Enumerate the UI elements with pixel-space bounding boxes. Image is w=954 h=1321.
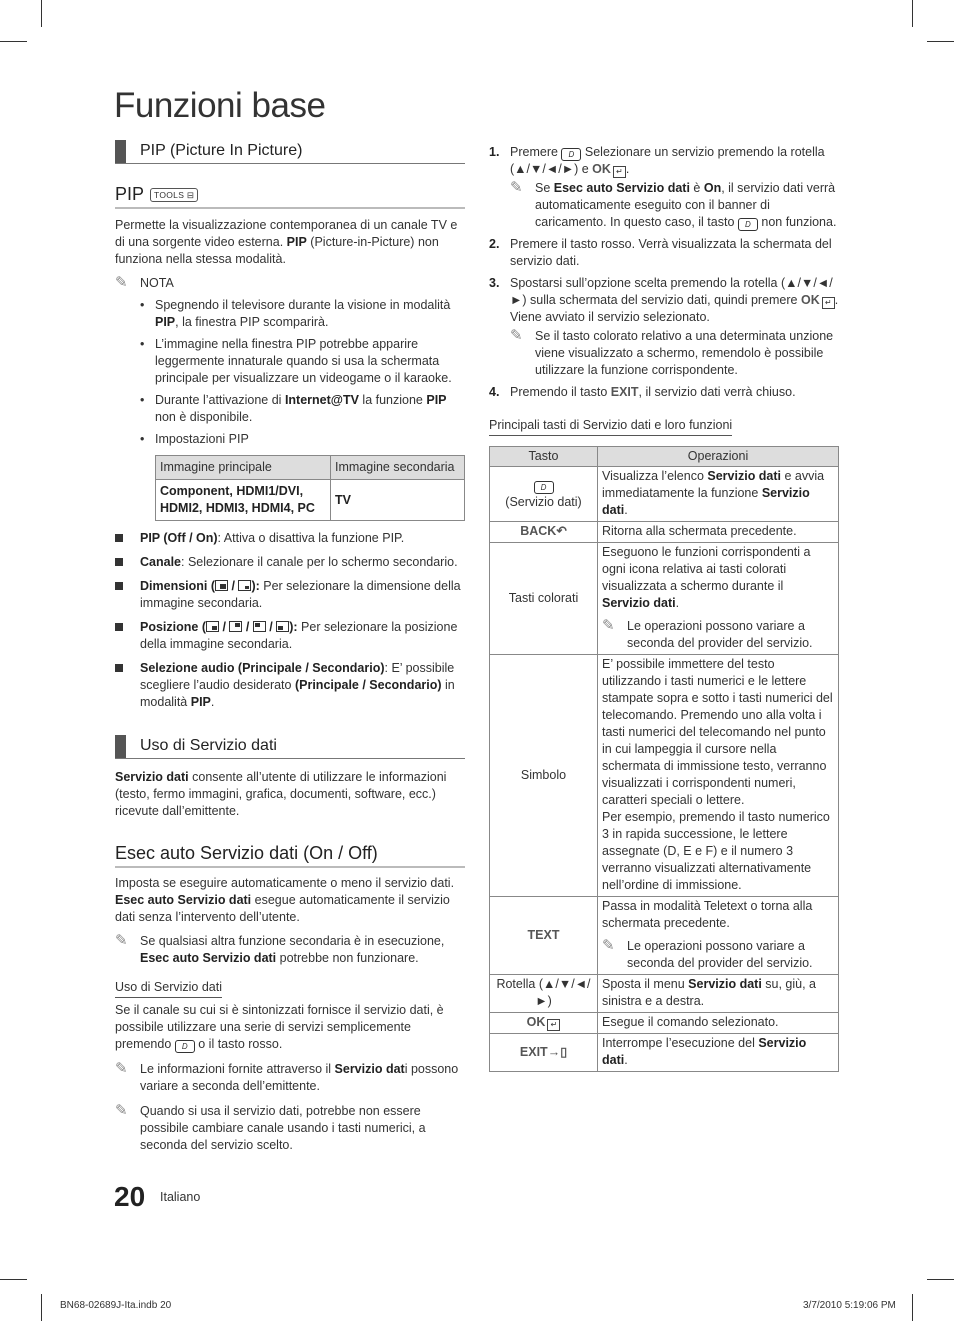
- table-header: Immagine principale: [156, 456, 331, 480]
- text-bold: Servizio dati: [602, 486, 810, 517]
- text: : E’ possibile scegliere l’audio desiderato: [140, 661, 455, 692]
- text-bold: Servizio dati: [688, 977, 762, 991]
- text-bold: PIP: [286, 235, 307, 249]
- tools-icon: ⊟: [186, 190, 195, 200]
- pip-heading-label: PIP: [115, 184, 145, 204]
- text: non è disponibile.: [155, 410, 253, 424]
- crop-mark: [927, 1279, 954, 1280]
- note-label: NOTA: [140, 276, 174, 290]
- text: Spegnendo il televisore durante la visione in modalità: [155, 298, 451, 312]
- section-bar: [115, 140, 126, 163]
- text: Visualizza l’elenco: [602, 469, 708, 483]
- text: L’immagine nella finestra PIP potrebbe apparire leggermente innaturale quando si usa la schermata principale per visualizzare un videogame o il karaoke.: [155, 337, 452, 385]
- text-bold: Servizio dati: [602, 1036, 807, 1067]
- table-cell: [598, 543, 839, 655]
- list-item: [140, 530, 465, 547]
- table-row: [490, 467, 839, 522]
- text-bold: On: [703, 181, 722, 195]
- text-bold: PIP: [426, 393, 447, 407]
- text-bold: Esec auto Servizio dati: [115, 893, 252, 907]
- table-cell: [490, 522, 598, 543]
- text-bold: PIP: [190, 695, 211, 709]
- text-bold: Esec auto Servizio dati: [553, 181, 690, 195]
- text: o il tasto rosso.: [194, 1037, 283, 1051]
- table-row: [490, 522, 839, 543]
- text: Premendo il tasto: [510, 385, 611, 399]
- text-bold: /: [265, 620, 277, 634]
- table-cell: Simbolo: [490, 655, 598, 897]
- text-bold: ):: [251, 579, 260, 593]
- table-cell: [598, 1034, 839, 1072]
- crop-mark: [0, 1279, 27, 1280]
- list-item: [489, 144, 839, 231]
- text: la funzione: [358, 393, 427, 407]
- d-button-icon: D: [175, 1040, 195, 1053]
- text: Quando si usa il servizio dati, potrebbe non essere possibile cambiare canale usando i tasti numerici, a seconda del servizio scelto.: [140, 1104, 426, 1152]
- list-item: [489, 384, 839, 401]
- section-header-label: Uso di Servizio dati: [140, 737, 277, 754]
- table-cell: [598, 975, 839, 1013]
- text: .: [624, 503, 628, 517]
- text-bold: PIP (Off / On): [140, 531, 218, 545]
- steps-list: [489, 144, 839, 401]
- text: .: [625, 162, 630, 176]
- text-bold: Internet@TV: [284, 393, 359, 407]
- text: Passa in modalità Teletext o torna alla schermata precedente.: [602, 899, 813, 930]
- list-item: [155, 297, 465, 331]
- d-button-icon: D: [738, 218, 758, 231]
- table-cell: [598, 897, 839, 975]
- exit-label: EXIT: [519, 1044, 548, 1059]
- text: Premere il tasto rosso. Verrà visualizzata la schermata del servizio dati.: [510, 237, 832, 268]
- table-cell: Ritorna alla schermata precedente.: [598, 522, 839, 543]
- crop-mark: [41, 1294, 42, 1321]
- note-block: [510, 328, 839, 379]
- text: Sposta il menu: [602, 977, 689, 991]
- text: , il servizio dati verrà chiuso.: [638, 385, 796, 399]
- uso-subheading: [115, 979, 465, 998]
- text: . Viene avviato il servizio selezionato.: [510, 293, 839, 324]
- pip-heading: [115, 183, 465, 209]
- step-number: 2.: [489, 237, 500, 251]
- size-small-icon: [238, 580, 251, 591]
- esec-heading: Esec auto Servizio dati (On / Off): [115, 842, 465, 868]
- table-cell: [490, 1034, 598, 1072]
- list-item: [140, 578, 465, 612]
- exit-label: EXIT: [610, 385, 639, 399]
- text: Spostarsi sull’opzione scelta premendo la rotella (▲/▼/◄/►) sulla schermata del servizio dati, quindi premere: [510, 276, 833, 307]
- note-block: [115, 933, 465, 967]
- list-item: [489, 236, 839, 270]
- position-bottom-left-icon: [276, 621, 289, 632]
- keys-subheading: [489, 417, 839, 436]
- pip-intro: [115, 217, 465, 268]
- text-bold: /: [228, 579, 239, 593]
- text: esegue automaticamente il servizio dati senza l’intervento dell’utente.: [115, 893, 450, 924]
- text-bold: Servizio dat: [334, 1062, 405, 1076]
- list-item: [155, 336, 465, 387]
- note-list: [115, 297, 465, 448]
- text: Selezionare un servizio premendo la rotella (▲/▼/◄/►) e: [510, 145, 825, 176]
- text: Per selezionare la dimensione della immagine secondaria.: [140, 579, 461, 610]
- table-cell: Esegue il comando selezionato.: [598, 1013, 839, 1034]
- list-item: [489, 275, 839, 379]
- uso-intro: [115, 769, 465, 820]
- crop-mark: [912, 0, 913, 27]
- pencil-icon: ✎: [510, 327, 523, 344]
- text: Se: [535, 181, 554, 195]
- left-column: [115, 138, 465, 1154]
- text: è: [689, 181, 704, 195]
- table-cell: [490, 897, 598, 975]
- d-button-icon: D: [561, 148, 581, 161]
- table-cell: Rotella (▲/▼/◄/►): [490, 975, 598, 1013]
- table-cell: [598, 655, 839, 897]
- tools-label: TOOLS: [154, 190, 185, 200]
- list-item: [155, 431, 465, 448]
- pip-settings-table: [155, 455, 465, 521]
- position-bottom-right-icon: [206, 621, 219, 632]
- text: Per selezionare la posizione della immagine secondaria.: [140, 620, 458, 651]
- ok-label: OK: [526, 1015, 546, 1029]
- text-bold: Canale: [140, 555, 181, 569]
- text-bold: Servizio dati: [115, 770, 189, 784]
- text: .: [624, 1053, 628, 1067]
- print-slug-file: BN68-02689J-Ita.indb 20: [60, 1300, 172, 1311]
- text: potrebbe non funzionare.: [276, 951, 419, 965]
- text-bold: Posizione (: [140, 620, 206, 634]
- text: , il servizio dati verrà automaticamente eseguito con il banner di caricamento. In questo caso, il tasto: [535, 181, 836, 229]
- text-bold: ):: [289, 620, 298, 634]
- table-row: [490, 1013, 839, 1034]
- enter-icon: ↵: [547, 1019, 560, 1031]
- note-block: [510, 180, 839, 231]
- list-item: [140, 554, 465, 571]
- page-number: 20: [114, 1181, 146, 1212]
- text: non funziona.: [757, 215, 837, 229]
- text: (Picture-in-Picture) non funziona nella stessa modalità.: [115, 235, 439, 266]
- list-item: [155, 392, 465, 426]
- text: Le operazioni possono variare a seconda del provider del servizio.: [627, 619, 813, 650]
- position-top-right-icon: [229, 621, 242, 632]
- crop-mark: [0, 41, 27, 42]
- list-item: [140, 660, 465, 711]
- pencil-icon: ✎: [115, 274, 128, 291]
- text: Impostazioni PIP: [155, 432, 249, 446]
- pencil-icon: ✎: [510, 179, 523, 196]
- keys-table: [489, 446, 839, 1072]
- text: Se il tasto colorato relativo a una determinata unzione viene visualizzato a schermo, remendolo è possibile utilizzare la funzione corrispondente.: [535, 329, 834, 377]
- table-header: Immagine secondaria: [331, 456, 465, 480]
- text-bold: (Principale / Secondario): [294, 678, 442, 692]
- text: Durante l’attivazione di: [155, 393, 285, 407]
- step-number: 1.: [489, 145, 500, 159]
- text: Premere: [510, 145, 562, 159]
- step-number: 4.: [489, 385, 500, 399]
- table-cell: TV: [331, 480, 465, 521]
- exit-icon: →▯: [547, 1044, 568, 1059]
- text: E’ possibile immettere del testo utilizzando i tasti numerici e le lettere stampate sopra e sotto i tasti numerici del telecomando. Premendo uno alla volta i tasti numerici del telecomando nel punto in cui lampeggia il cursore nella schermata di immissione testo, verranno visualizzati i corrispondenti numeri, caratteri speciali o lettere.: [602, 657, 833, 807]
- text: Eseguono le funzioni corrispondenti a ogni icona relativa ai tasti colorati visualizzata a schermo durante il: [602, 545, 811, 593]
- section-header-label: PIP (Picture In Picture): [140, 142, 303, 159]
- list-item: [140, 619, 465, 653]
- section-header-uso: [115, 733, 465, 759]
- pencil-icon: ✎: [115, 1060, 128, 1077]
- print-slug-date: 3/7/2010 5:19:06 PM: [803, 1300, 896, 1311]
- crop-mark: [927, 41, 954, 42]
- text: : Selezionare il canale per lo schermo secondario.: [181, 555, 458, 569]
- text-bold: Servizio dati: [707, 469, 782, 483]
- text-bold: Servizio dati: [602, 596, 676, 610]
- note-block: [602, 938, 834, 972]
- text: .: [675, 596, 680, 610]
- pencil-icon: ✎: [115, 1102, 128, 1119]
- note-block: [602, 618, 834, 652]
- crop-mark: [912, 1294, 913, 1321]
- text: e avvia immediatamente la funzione: [602, 469, 825, 500]
- text: Se qualsiasi altra funzione secondaria è in esecuzione,: [140, 934, 445, 948]
- text: Interrompe l’esecuzione del: [602, 1036, 759, 1050]
- enter-icon: ↵: [822, 297, 835, 309]
- text: in modalità: [140, 678, 455, 709]
- note-block: [115, 275, 465, 292]
- text: su, giù, a sinistra e a destra.: [602, 977, 817, 1008]
- table-cell: Tasti colorati: [490, 543, 598, 655]
- pencil-icon: ✎: [602, 937, 615, 954]
- text: : Attiva o disattiva la funzione PIP.: [217, 531, 405, 545]
- table-row: [490, 655, 839, 897]
- text: consente all’utente di utilizzare le informazioni (testo, fermo immagini, grafica, documenti, software, ecc.) ricevute dall’emittente.: [115, 770, 447, 818]
- text: i possono variare a seconda dell’emittente.: [140, 1062, 459, 1093]
- text: Se il canale su cui si è sintonizzati fornisce il servizio dati, è possibile utilizzare una serie di servizi semplicemente premendo: [115, 1003, 444, 1051]
- pencil-icon: ✎: [115, 932, 128, 949]
- section-header-pip: [115, 138, 465, 164]
- page-language: Italiano: [160, 1190, 201, 1204]
- ok-label: OK: [592, 162, 611, 176]
- text-bold: /: [218, 620, 230, 634]
- tools-badge: [150, 188, 198, 202]
- enter-icon: ↵: [613, 166, 626, 178]
- size-large-icon: [215, 580, 228, 591]
- pencil-icon: ✎: [602, 617, 615, 634]
- subheading-label: Principali tasti di Servizio dati e loro funzioni: [489, 417, 732, 436]
- text: , la finestra PIP scomparirà.: [175, 315, 329, 329]
- table-cell: [490, 467, 598, 522]
- d-button-icon: D: [534, 481, 554, 494]
- back-label: BACK: [520, 524, 557, 538]
- table-cell: [490, 1013, 598, 1034]
- table-cell: [598, 467, 839, 522]
- text-bold: /: [242, 620, 253, 634]
- table-row: [490, 1034, 839, 1072]
- text: .: [210, 695, 215, 709]
- note-block: [115, 1061, 465, 1095]
- text: Imposta se eseguire automaticamente o meno il servizio dati.: [115, 876, 455, 890]
- ok-label: OK: [800, 293, 820, 307]
- right-column: [489, 144, 839, 1072]
- text: (Servizio dati): [505, 494, 582, 509]
- text: Per esempio, premendo il tasto numerico 3 in rapida successione, le lettere assegnate (D, E e F) e il numero 3 verranno visualizzati alternativamente nell’ordine di immissione.: [602, 810, 830, 892]
- text: Le operazioni possono variare a seconda del provider del servizio.: [627, 939, 813, 970]
- text: Permette la visualizzazione contemporanea di un canale TV e di una sorgente video esterna.: [115, 218, 458, 249]
- table-cell: Component, HDMI1/DVI, HDMI2, HDMI3, HDMI4, PC: [156, 480, 331, 521]
- pip-options-list: [115, 530, 465, 711]
- text-bold: PIP: [155, 315, 176, 329]
- text: Le informazioni fornite attraverso il: [140, 1062, 335, 1076]
- text-bold: Esec auto Servizio dati: [140, 951, 277, 965]
- page-title: Funzioni base: [114, 86, 326, 125]
- back-icon: ↶: [556, 524, 567, 538]
- subheading-label: Uso di Servizio dati: [115, 979, 222, 998]
- note-block: [115, 1103, 465, 1154]
- table-header: Tasto: [490, 447, 598, 467]
- crop-mark: [41, 0, 42, 27]
- section-bar: [115, 735, 126, 758]
- text-label: TEXT: [527, 927, 560, 942]
- text-bold: Selezione audio (Principale / Secondario): [140, 661, 385, 675]
- uso-paragraph: [115, 1002, 465, 1053]
- esec-intro: [115, 875, 465, 926]
- table-row: [490, 897, 839, 975]
- position-top-left-icon: [253, 621, 266, 632]
- table-header: Operazioni: [598, 447, 839, 467]
- table-row: [490, 543, 839, 655]
- step-number: 3.: [489, 276, 500, 290]
- table-row: [490, 975, 839, 1013]
- text-bold: Dimensioni (: [140, 579, 216, 593]
